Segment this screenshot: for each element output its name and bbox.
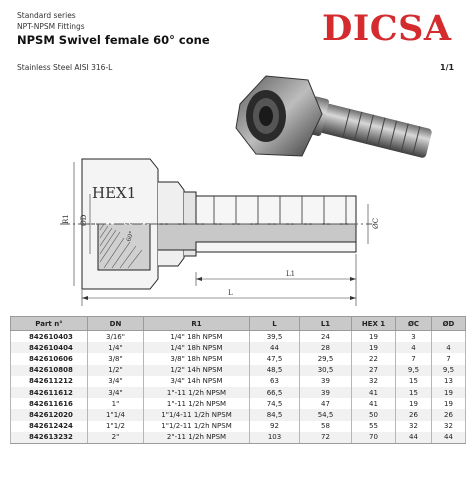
page-title: NPSM Swivel female 60° cone (17, 33, 210, 47)
cell-r1: 1"1/2-11 1/2h NPSM (144, 421, 250, 432)
cell-d: 32 (432, 421, 466, 432)
table-row (11, 432, 466, 444)
cell-d: 7 (432, 353, 466, 364)
cell-part: 842611212 (11, 376, 88, 387)
table-row (11, 342, 466, 353)
table-row (11, 387, 466, 398)
cell-l1: 39 (300, 387, 352, 398)
table-header-row (11, 317, 466, 331)
cell-dn: 1" (88, 398, 144, 409)
col-header-hex1: HEX 1 (352, 317, 396, 331)
cell-hex1: 41 (352, 398, 396, 409)
cell-part: 842610808 (11, 365, 88, 376)
cell-l1: 54,5 (300, 409, 352, 420)
cell-part: 842610606 (11, 353, 88, 364)
cell-c: 19 (396, 398, 432, 409)
cell-hex1: 19 (352, 331, 396, 343)
dim-angle-label: 60° (125, 230, 136, 243)
cell-l: 74,5 (250, 398, 300, 409)
cell-hex1: 32 (352, 376, 396, 387)
col-header-d: ØD (432, 317, 466, 331)
cell-hex1: 27 (352, 365, 396, 376)
table-row (11, 331, 466, 343)
cell-hex1: 19 (352, 342, 396, 353)
cell-l: 84,5 (250, 409, 300, 420)
col-header-dn: DN (88, 317, 144, 331)
cell-hex1: 50 (352, 409, 396, 420)
cell-l1: 72 (300, 432, 352, 444)
cell-l: 63 (250, 376, 300, 387)
table-row (11, 409, 466, 420)
cell-dn: 2" (88, 432, 144, 444)
table-row (11, 421, 466, 432)
cell-part: 842611616 (11, 398, 88, 409)
cell-r1: 3/4" 14h NPSM (144, 376, 250, 387)
cell-l: 66,5 (250, 387, 300, 398)
cell-r1: 1"-11 1/2h NPSM (144, 398, 250, 409)
table-row (11, 376, 466, 387)
dim-c-label: ØC (372, 217, 380, 229)
cell-dn: 3/4" (88, 387, 144, 398)
cell-c: 32 (396, 421, 432, 432)
material-label: Stainless Steel AISI 316-L (17, 63, 113, 72)
table-row (11, 353, 466, 364)
cell-part: 842611612 (11, 387, 88, 398)
cell-part: 842612424 (11, 421, 88, 432)
col-header-part: Part n° (11, 317, 88, 331)
cell-r1: 3/8" 18h NPSM (144, 353, 250, 364)
dim-d-label: ØD (80, 214, 88, 226)
cell-l1: 29,5 (300, 353, 352, 364)
dicsa-logo: DICSA (322, 8, 452, 49)
cell-hex1: 55 (352, 421, 396, 432)
cell-l: 47,5 (250, 353, 300, 364)
spec-table (10, 316, 466, 444)
cell-c: 26 (396, 409, 432, 420)
cell-d (432, 331, 466, 343)
cell-hex1: 22 (352, 353, 396, 364)
cell-r1: 2"-11 1/2h NPSM (144, 432, 250, 444)
cell-part: 842612020 (11, 409, 88, 420)
cell-r1: 1/4" 18h NPSM (144, 342, 250, 353)
cell-dn: 1/2" (88, 365, 144, 376)
cell-dn: 1"1/2 (88, 421, 144, 432)
cell-d: 9,5 (432, 365, 466, 376)
cell-l1: 28 (300, 342, 352, 353)
cell-d: 19 (432, 398, 466, 409)
cell-l: 44 (250, 342, 300, 353)
hex-label: HEX1 (92, 184, 137, 202)
cell-dn: 3/16" (88, 331, 144, 343)
dim-l-label: L (228, 289, 233, 297)
dim-l1-label: L1 (286, 270, 296, 278)
cell-c: 7 (396, 353, 432, 364)
col-header-c: ØC (396, 317, 432, 331)
cell-l1: 30,5 (300, 365, 352, 376)
cell-r1: 1"-11 1/2h NPSM (144, 387, 250, 398)
cell-l1: 24 (300, 331, 352, 343)
cell-c: 4 (396, 342, 432, 353)
cell-d: 13 (432, 376, 466, 387)
cell-l: 92 (250, 421, 300, 432)
cell-l1: 58 (300, 421, 352, 432)
cell-c: 15 (396, 387, 432, 398)
technical-drawing (0, 74, 476, 314)
cell-c: 15 (396, 376, 432, 387)
col-header-l1: L1 (300, 317, 352, 331)
cell-r1: 1"1/4-11 1/2h NPSM (144, 409, 250, 420)
col-header-l: L (250, 317, 300, 331)
product-family-label: NPT-NPSM Fittings (17, 22, 85, 31)
table-row (11, 365, 466, 376)
cell-dn: 3/4" (88, 376, 144, 387)
cell-part: 842613232 (11, 432, 88, 444)
cell-d: 26 (432, 409, 466, 420)
cell-l: 48,5 (250, 365, 300, 376)
cell-dn: 3/8" (88, 353, 144, 364)
cell-c: 44 (396, 432, 432, 444)
cell-l1: 47 (300, 398, 352, 409)
cell-d: 19 (432, 387, 466, 398)
col-header-r1: R1 (144, 317, 250, 331)
cell-r1: 1/4" 18h NPSM (144, 331, 250, 343)
cell-hex1: 41 (352, 387, 396, 398)
cell-part: 842610404 (11, 342, 88, 353)
cell-c: 3 (396, 331, 432, 343)
cell-part: 842610403 (11, 331, 88, 343)
cell-hex1: 70 (352, 432, 396, 444)
cell-r1: 1/2" 14h NPSM (144, 365, 250, 376)
cell-l1: 39 (300, 376, 352, 387)
cell-l: 39,5 (250, 331, 300, 343)
cell-l: 103 (250, 432, 300, 444)
cell-dn: 1/4" (88, 342, 144, 353)
page-number: 1/1 (440, 63, 455, 72)
dim-r1-label: R1 (62, 214, 70, 224)
cell-d: 44 (432, 432, 466, 444)
table-row (11, 398, 466, 409)
cell-dn: 1"1/4 (88, 409, 144, 420)
cell-c: 9,5 (396, 365, 432, 376)
series-label: Standard series (17, 11, 76, 20)
cell-d: 4 (432, 342, 466, 353)
